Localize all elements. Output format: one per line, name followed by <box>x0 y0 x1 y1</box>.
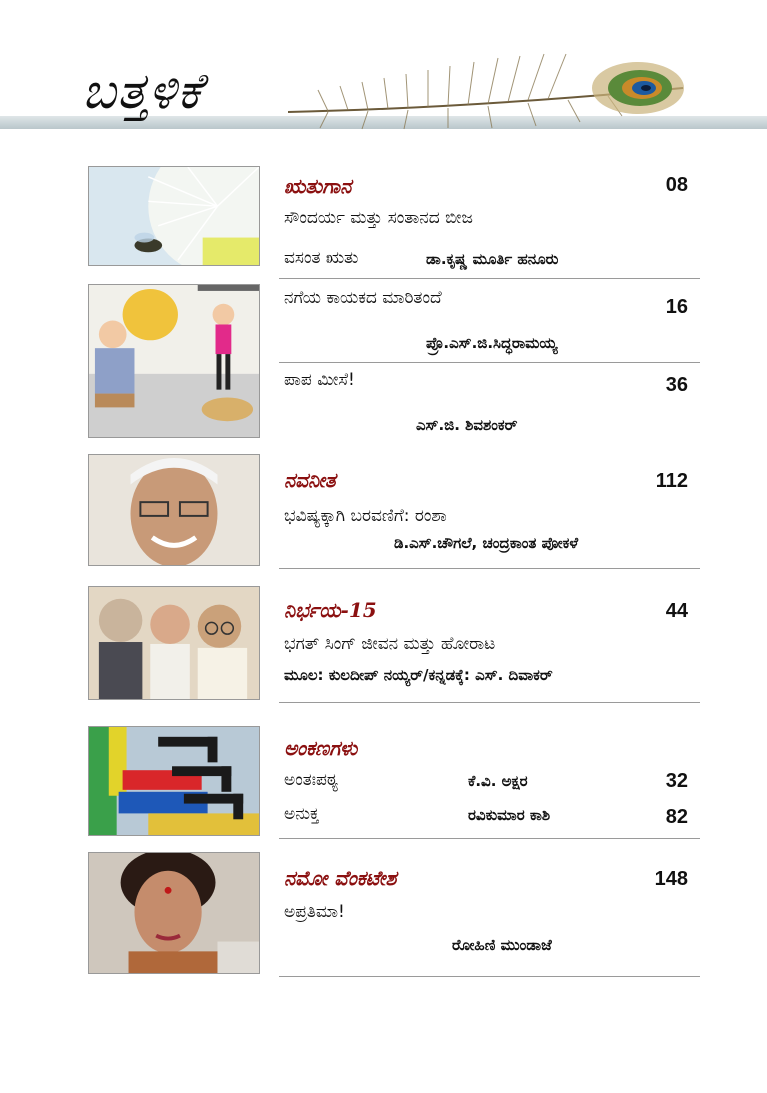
divider <box>279 838 700 839</box>
article-title: ಅಪ್ರತಿಮಾ! <box>284 902 345 922</box>
section-nirbhaya <box>88 586 700 702</box>
section-columns <box>88 726 700 838</box>
masthead <box>0 0 767 140</box>
page-number: 82 <box>665 806 688 828</box>
section-title: ನಮೋ ವೆಂಕಟೇಶ <box>284 866 397 890</box>
section-title: ನವನೀತ <box>284 468 336 492</box>
cartoon-illustration <box>88 284 260 438</box>
article-title: ಭವಿಷ್ಯಕ್ಕಾಗಿ ಬರವಣಿಗೆ: ರಂಶಾ <box>284 506 447 526</box>
sewing-machines-photo <box>88 726 260 836</box>
article-title: ನಗೆಯ ಕಾಯಕದ ಮಾರಿತಂದೆ <box>284 288 442 308</box>
divider <box>279 976 700 977</box>
page-number: 08 <box>665 174 688 196</box>
peacock-feather-icon <box>288 50 688 130</box>
portrait-photo <box>88 454 260 566</box>
article-title: ಪಾಪ ಮೀಸೆ! <box>284 370 355 390</box>
section-title: ಅಂಕಣಗಳು <box>284 736 358 760</box>
author: ಡಿ.ಎಸ್.ಚೌಗಲೆ, ಚಂದ್ರಕಾಂತ ಪೋಕಳೆ <box>394 534 579 552</box>
author: ಎಸ್.ಜಿ. ಶಿವಶಂಕರ್ <box>416 416 518 434</box>
page-number: 32 <box>665 770 688 792</box>
divider <box>279 362 700 363</box>
section-title: ನಿರ್ಭಯ-15 <box>284 598 377 622</box>
section-navaneeta <box>88 454 700 568</box>
column-title: ಅನುಕ್ತ <box>284 804 320 824</box>
author: ರೋಹಿಣಿ ಮುಂಡಾಜೆ <box>452 936 552 954</box>
divider <box>279 568 700 569</box>
page-number: 148 <box>654 868 688 890</box>
section-rutugana <box>88 166 700 278</box>
column-title: ಅಂತಃಪಠ್ಯ <box>284 770 339 790</box>
woman-portrait-photo <box>88 852 260 974</box>
column-author: ಕೆ.ವಿ. ಅಕ್ಷರ <box>468 772 528 790</box>
page-number: 44 <box>665 600 688 622</box>
section-humor <box>88 284 700 444</box>
page-number: 112 <box>655 470 688 492</box>
section-namo-venkatesha <box>88 852 700 976</box>
article-title: ಭಗತ್ ಸಿಂಗ್ ಜೀವನ ಮತ್ತು ಹೋರಾಟ <box>284 634 496 654</box>
page-number: 36 <box>665 374 688 396</box>
page-number: 16 <box>665 296 688 318</box>
section-title: ಋತುಗಾನ <box>284 174 352 198</box>
column-author: ರವಿಕುಮಾರ ಕಾಶಿ <box>468 806 551 824</box>
author: ಡಾ.ಕೃಷ್ಣ ಮೂರ್ತಿ ಹನೂರು <box>426 250 559 268</box>
masthead-title: ಬತ್ತಳಿಕೆ <box>82 62 203 120</box>
article-subtitle: ವಸಂತ ಋತು <box>284 248 359 268</box>
dandelion-photo <box>88 166 260 266</box>
author: ಮೂಲ: ಕುಲದೀಪ್ ನಯ್ಯರ್/ಕನ್ನಡಕ್ಕೆ: ಎಸ್. ದಿವಾಕರ್ <box>284 666 553 684</box>
historic-figures-illustration <box>88 586 260 700</box>
article-title: ಸೌಂದರ್ಯ ಮತ್ತು ಸಂತಾನದ ಬೀಜ <box>284 208 473 228</box>
divider <box>279 278 700 279</box>
author: ಪ್ರೊ.ಎಸ್.ಜಿ.ಸಿದ್ಧರಾಮಯ್ಯ <box>426 334 558 352</box>
divider <box>279 702 700 703</box>
